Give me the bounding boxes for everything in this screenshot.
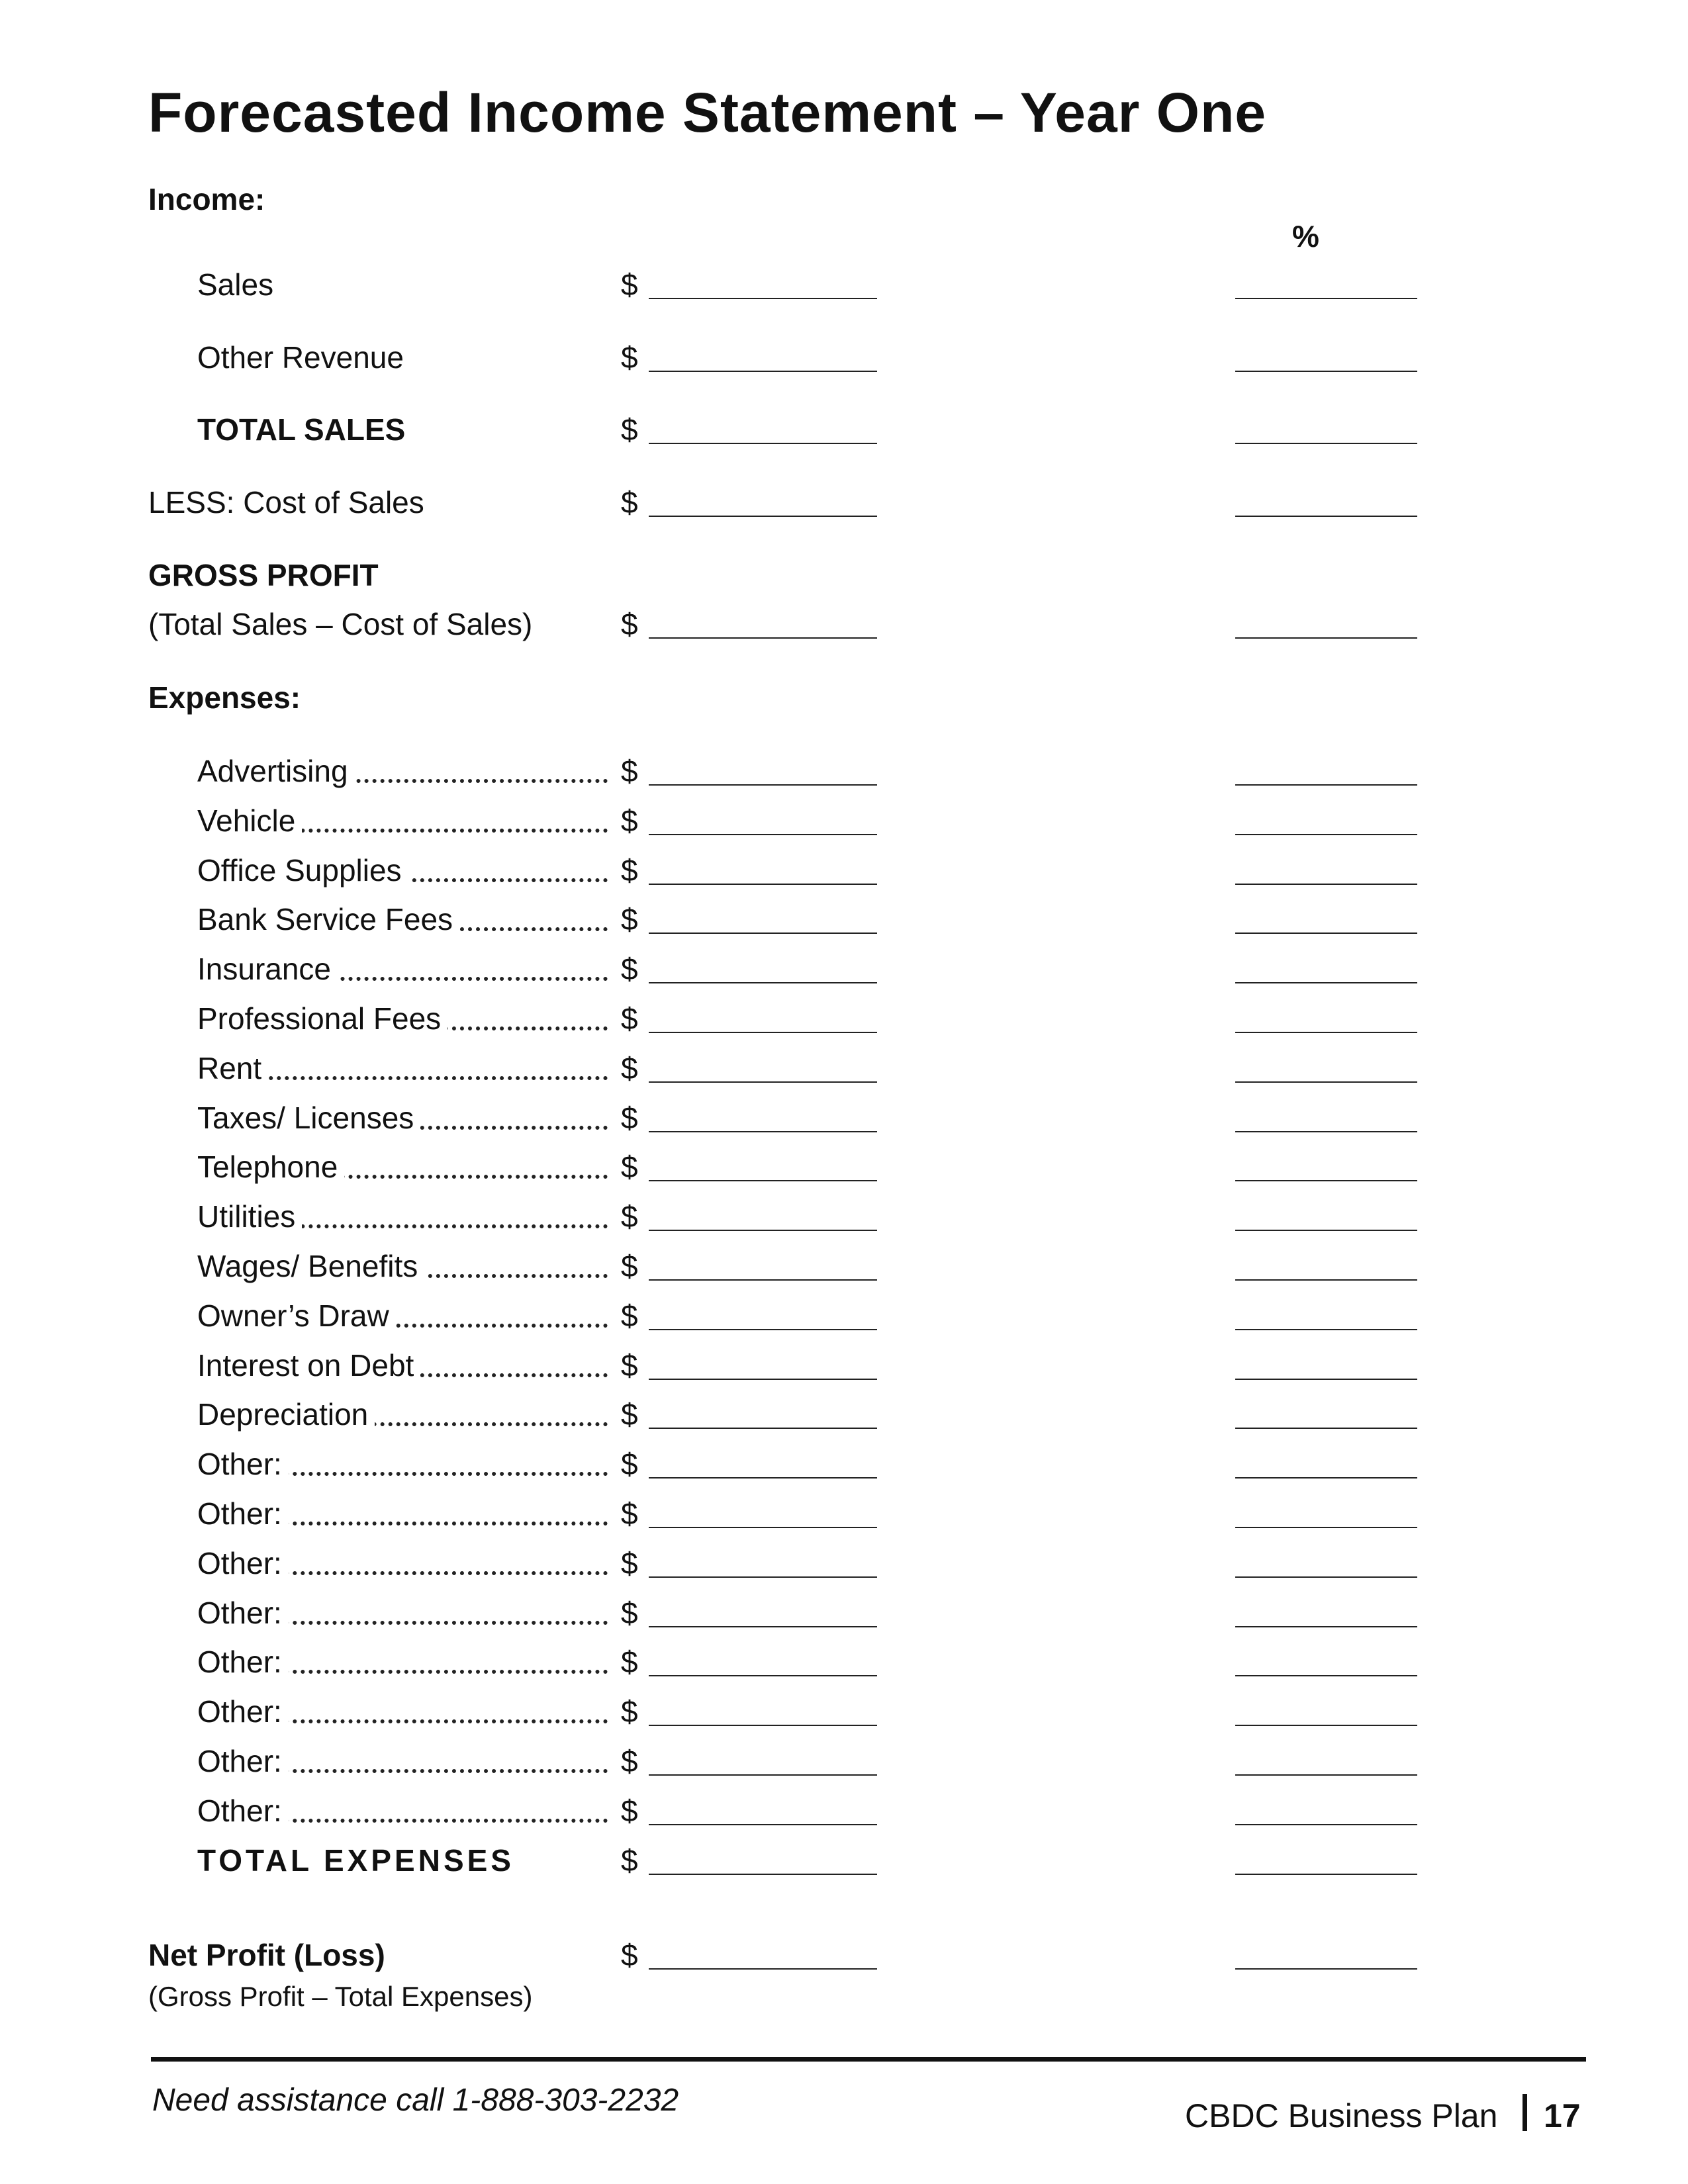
percent-field[interactable] (1235, 1428, 1417, 1429)
expense-row (0, 1098, 1688, 1138)
percent-field[interactable] (1235, 1279, 1417, 1281)
amount-field[interactable] (649, 1329, 877, 1330)
amount-field[interactable] (649, 1626, 877, 1627)
expense-row (0, 801, 1688, 841)
row-label: (Total Sales – Cost of Sales) (148, 607, 533, 641)
amount-field[interactable] (649, 933, 877, 934)
row-label-with-leader (197, 801, 608, 841)
row-label-with-leader (197, 999, 608, 1038)
percent-field[interactable] (1235, 1230, 1417, 1231)
row-label: Rent (197, 1051, 268, 1085)
income-row-total-sales (0, 410, 1688, 449)
percent-column-header: % (1292, 219, 1319, 253)
amount-field[interactable] (649, 982, 877, 983)
net-profit-row (0, 1935, 1688, 1975)
row-label-with-leader (197, 1296, 608, 1336)
dollar-sign: $ (621, 1298, 638, 1333)
row-label: Interest on Debt (197, 1348, 420, 1383)
row-label-with-leader (197, 1791, 608, 1831)
expenses-heading: Expenses: (148, 680, 301, 715)
percent-field[interactable] (1235, 1329, 1417, 1330)
income-row-sales (0, 265, 1688, 304)
expense-row (0, 1048, 1688, 1088)
expense-row (0, 1741, 1688, 1781)
row-label-with-leader (197, 1692, 608, 1731)
row-label: Other: (197, 1794, 289, 1828)
total-expenses-row (0, 1841, 1688, 1880)
percent-field[interactable] (1235, 298, 1417, 299)
percent-field[interactable] (1235, 637, 1417, 639)
amount-field[interactable] (649, 1379, 877, 1380)
dollar-sign: $ (621, 1496, 638, 1531)
dollar-sign: $ (621, 1794, 638, 1828)
amount-field[interactable] (649, 1131, 877, 1132)
help-phone-text: Need assistance call 1-888-303-2232 (152, 2083, 679, 2118)
amount-field[interactable] (649, 834, 877, 835)
row-label: Other: (197, 1546, 289, 1580)
row-label: Taxes/ Licenses (197, 1101, 420, 1135)
percent-field[interactable] (1235, 982, 1417, 983)
amount-field[interactable] (649, 637, 877, 639)
net-profit-formula: (Gross Profit – Total Expenses) (148, 1981, 533, 2012)
amount-field[interactable] (649, 1230, 877, 1231)
expense-row (0, 1692, 1688, 1731)
gross-profit-row (0, 604, 1688, 644)
dollar-sign: $ (621, 1843, 638, 1878)
row-label: Office Supplies (197, 853, 408, 887)
amount-field[interactable] (649, 1032, 877, 1033)
page-number-separator (1523, 2094, 1527, 2131)
row-label-with-leader (197, 1741, 608, 1781)
row-label-with-leader (197, 1593, 608, 1633)
dollar-sign: $ (621, 412, 638, 447)
row-label: Utilities (197, 1199, 302, 1234)
percent-field[interactable] (1235, 516, 1417, 517)
percent-field[interactable] (1235, 1032, 1417, 1033)
expense-row (0, 850, 1688, 890)
row-label-with-leader (197, 850, 608, 890)
row-label: Other: (197, 1447, 289, 1481)
percent-field[interactable] (1235, 1527, 1417, 1528)
row-label: Insurance (197, 952, 338, 986)
dollar-sign: $ (621, 1744, 638, 1778)
dollar-sign: $ (621, 1051, 638, 1085)
row-label-with-leader (197, 949, 608, 989)
page-number: 17 (1544, 2097, 1581, 2134)
percent-field[interactable] (1235, 1725, 1417, 1726)
expense-row (0, 751, 1688, 791)
amount-field[interactable] (649, 1675, 877, 1676)
percent-field[interactable] (1235, 834, 1417, 835)
expense-row (0, 1791, 1688, 1831)
amount-field[interactable] (649, 298, 877, 299)
dollar-sign: $ (621, 267, 638, 302)
row-label-with-leader (197, 1197, 608, 1236)
amount-field[interactable] (649, 784, 877, 786)
row-label: Vehicle (197, 803, 302, 838)
amount-field[interactable] (649, 884, 877, 885)
expense-row (0, 1296, 1688, 1336)
percent-field[interactable] (1235, 1675, 1417, 1676)
amount-field[interactable] (649, 1576, 877, 1578)
percent-field[interactable] (1235, 1477, 1417, 1479)
dollar-sign: $ (621, 1938, 638, 1972)
expense-row (0, 1197, 1688, 1236)
gross-profit-heading: GROSS PROFIT (148, 558, 379, 592)
row-label-with-leader (197, 1642, 608, 1682)
row-label-with-leader (197, 1444, 608, 1484)
row-label-with-leader (197, 1048, 608, 1088)
dollar-sign: $ (621, 1397, 638, 1432)
percent-field[interactable] (1235, 1968, 1417, 1970)
row-label: Other: (197, 1596, 289, 1630)
amount-field[interactable] (649, 1874, 877, 1875)
dollar-sign: $ (621, 952, 638, 986)
dollar-sign: $ (621, 1694, 638, 1729)
row-label-with-leader (197, 751, 608, 791)
amount-field[interactable] (649, 1725, 877, 1726)
dollar-sign: $ (621, 1546, 638, 1580)
dollar-sign: $ (621, 1101, 638, 1135)
amount-field[interactable] (649, 443, 877, 444)
amount-field[interactable] (649, 371, 877, 372)
expense-row (0, 1494, 1688, 1533)
percent-field[interactable] (1235, 1774, 1417, 1776)
expense-row (0, 1147, 1688, 1187)
row-label-with-leader (197, 1098, 608, 1138)
dollar-sign: $ (621, 1596, 638, 1630)
expense-row (0, 1345, 1688, 1385)
income-row-other-revenue (0, 338, 1688, 377)
expense-row (0, 999, 1688, 1038)
row-label: Owner’s Draw (197, 1298, 396, 1333)
row-label-with-leader (197, 1147, 608, 1187)
row-label: Bank Service Fees (197, 902, 459, 936)
row-label: Wages/ Benefits (197, 1249, 424, 1283)
percent-field[interactable] (1235, 1576, 1417, 1578)
percent-field[interactable] (1235, 1626, 1417, 1627)
amount-field[interactable] (649, 1968, 877, 1970)
expense-row (0, 1593, 1688, 1633)
percent-field[interactable] (1235, 784, 1417, 786)
amount-field[interactable] (649, 1428, 877, 1429)
percent-field[interactable] (1235, 443, 1417, 444)
row-label: Telephone (197, 1150, 344, 1184)
dollar-sign: $ (621, 485, 638, 520)
dollar-sign: $ (621, 607, 638, 641)
row-label: Other: (197, 1694, 289, 1729)
dollar-sign: $ (621, 1001, 638, 1036)
expense-row (0, 949, 1688, 989)
cost-of-sales-row (0, 482, 1688, 522)
page-title: Forecasted Income Statement – Year One (148, 81, 1267, 144)
percent-field[interactable] (1235, 1874, 1417, 1875)
income-heading: Income: (148, 182, 265, 216)
percent-field[interactable] (1235, 1824, 1417, 1825)
row-label-with-leader (197, 1543, 608, 1583)
row-label: Other: (197, 1645, 289, 1679)
row-label-with-leader (197, 1394, 608, 1434)
amount-field[interactable] (649, 1527, 877, 1528)
amount-field[interactable] (649, 1279, 877, 1281)
percent-field[interactable] (1235, 933, 1417, 934)
dollar-sign: $ (621, 803, 638, 838)
amount-field[interactable] (649, 1824, 877, 1825)
row-label-with-leader (197, 899, 608, 939)
expense-row (0, 1246, 1688, 1286)
row-label: Other: (197, 1744, 289, 1778)
row-label: Other Revenue (197, 340, 404, 375)
dollar-sign: $ (621, 1199, 638, 1234)
amount-field[interactable] (649, 1081, 877, 1083)
expense-row (0, 1444, 1688, 1484)
dollar-sign: $ (621, 1447, 638, 1481)
row-label: Sales (197, 267, 274, 302)
amount-field[interactable] (649, 1774, 877, 1776)
dollar-sign: $ (621, 853, 638, 887)
expense-row (0, 1642, 1688, 1682)
row-label: LESS: Cost of Sales (148, 485, 424, 520)
percent-field[interactable] (1235, 1180, 1417, 1181)
footer-divider (151, 2057, 1586, 2062)
dollar-sign: $ (621, 340, 638, 375)
row-label: Depreciation (197, 1397, 375, 1432)
percent-field[interactable] (1235, 1081, 1417, 1083)
dollar-sign: $ (621, 754, 638, 788)
dollar-sign: $ (621, 1150, 638, 1184)
row-label: Professional Fees (197, 1001, 447, 1036)
row-label-with-leader (197, 1246, 608, 1286)
expense-row (0, 1394, 1688, 1434)
footer-brand: CBDC Business Plan (1185, 2097, 1498, 2134)
amount-field[interactable] (649, 516, 877, 517)
expense-row (0, 899, 1688, 939)
row-label: Net Profit (Loss) (148, 1938, 385, 1972)
dollar-sign: $ (621, 902, 638, 936)
row-label-with-leader (197, 1494, 608, 1533)
percent-field[interactable] (1235, 371, 1417, 372)
row-label: Other: (197, 1496, 289, 1531)
percent-field[interactable] (1235, 1131, 1417, 1132)
row-label-with-leader (197, 1345, 608, 1385)
percent-field[interactable] (1235, 1379, 1417, 1380)
dollar-sign: $ (621, 1249, 638, 1283)
row-label: TOTAL EXPENSES (197, 1843, 514, 1878)
dollar-sign: $ (621, 1645, 638, 1679)
dollar-sign: $ (621, 1348, 638, 1383)
expense-row (0, 1543, 1688, 1583)
amount-field[interactable] (649, 1180, 877, 1181)
percent-field[interactable] (1235, 884, 1417, 885)
amount-field[interactable] (649, 1477, 877, 1479)
row-label: Advertising (197, 754, 355, 788)
row-label: TOTAL SALES (197, 412, 406, 447)
